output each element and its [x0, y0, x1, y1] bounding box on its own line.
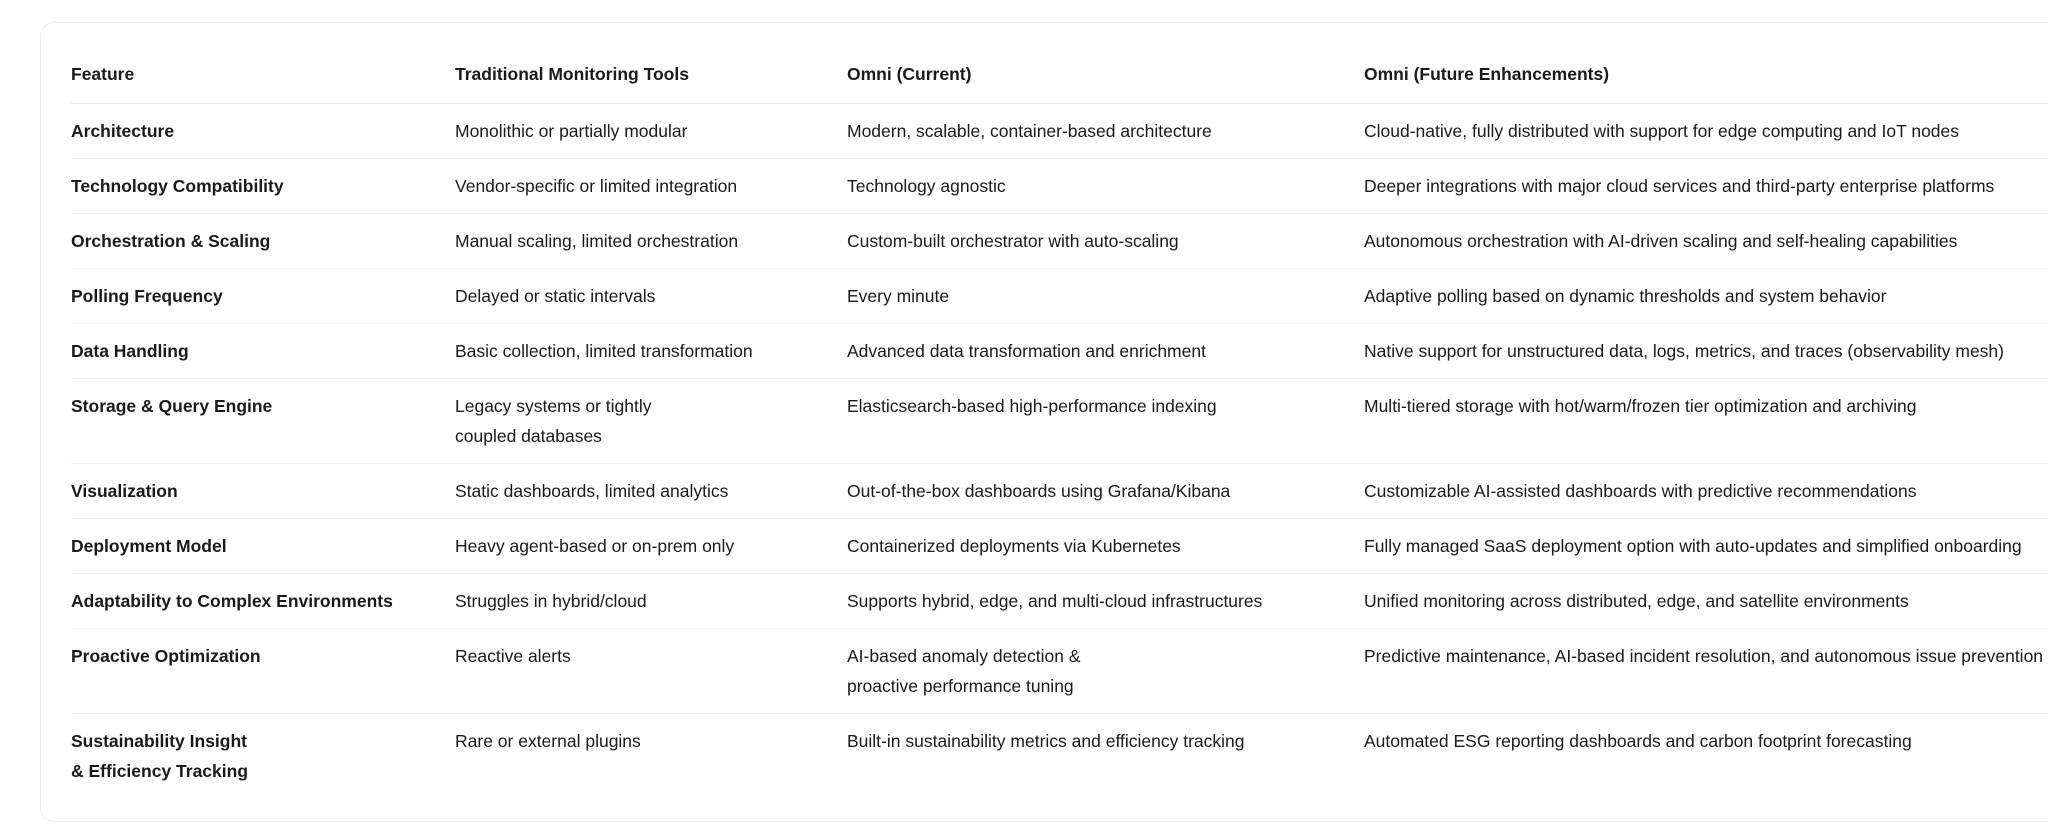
cell-traditional: Monolithic or partially modular: [455, 121, 688, 141]
cell-feature: Deployment Model: [71, 536, 227, 556]
header-traditional: Traditional Monitoring Tools: [455, 64, 689, 84]
cell-omni-future: Cloud-native, fully distributed with support for edge computing and IoT nodes: [1364, 121, 1960, 141]
cell-omni-future: Customizable AI-assisted dashboards with predictive recommendations: [1364, 481, 1917, 501]
comparison-card: [40, 22, 2048, 822]
cell-omni-future: Fully managed SaaS deployment option with auto-updates and simplified onboarding: [1364, 536, 2022, 556]
table-row: [71, 574, 2048, 629]
cell-traditional: Basic collection, limited transformation: [455, 341, 753, 361]
cell-omni-future: Automated ESG reporting dashboards and carbon footprint forecasting: [1364, 731, 1912, 751]
cell-feature: Visualization: [71, 481, 178, 501]
cell-traditional: Reactive alerts: [455, 646, 571, 666]
cell-omni-current: Built-in sustainability metrics and efficiency tracking: [847, 731, 1245, 751]
cell-omni-current: Modern, scalable, container-based architecture: [847, 121, 1212, 141]
cell-traditional: Heavy agent-based or on-prem only: [455, 536, 735, 556]
table-row: [71, 629, 2048, 714]
cell-omni-current: Technology agnostic: [847, 176, 1006, 196]
cell-omni-current: Containerized deployments via Kubernetes: [847, 536, 1181, 556]
table-row: [71, 324, 2048, 379]
cell-omni-future: Predictive maintenance, AI-based incident resolution, and autonomous issue prevention: [1364, 646, 2044, 666]
table-row: [71, 714, 2048, 798]
header-omni-current: Omni (Current): [847, 64, 972, 84]
comparison-table: [71, 45, 2048, 798]
cell-traditional: Manual scaling, limited orchestration: [455, 231, 739, 251]
cell-omni-current: Supports hybrid, edge, and multi-cloud infrastructures: [847, 591, 1263, 611]
table-row: [71, 104, 2048, 159]
cell-feature: Polling Frequency: [71, 286, 223, 306]
table-header-row: [71, 45, 2048, 104]
cell-omni-current: Out-of-the-box dashboards using Grafana/Kibana: [847, 481, 1231, 501]
cell-omni-future: Autonomous orchestration with AI-driven scaling and self-healing capabilities: [1364, 231, 1958, 251]
header-feature: Feature: [71, 64, 135, 84]
cell-omni-current: Every minute: [847, 286, 950, 306]
table-row: [71, 519, 2048, 574]
cell-traditional: Struggles in hybrid/cloud: [455, 591, 647, 611]
cell-omni-current: Elasticsearch-based high-performance indexing: [847, 396, 1217, 416]
cell-omni-future: Multi-tiered storage with hot/warm/frozen tier optimization and archiving: [1364, 396, 1917, 416]
table-row: [71, 269, 2048, 324]
cell-omni-current: AI-based anomaly detection & proactive performance tuning: [847, 646, 1081, 696]
cell-feature: Sustainability Insight & Efficiency Tracking: [71, 731, 249, 781]
cell-traditional: Legacy systems or tightly coupled databases: [455, 396, 652, 446]
cell-omni-future: Native support for unstructured data, logs, metrics, and traces (observability mesh): [1364, 341, 2004, 361]
table-row: [71, 464, 2048, 519]
cell-feature: Architecture: [71, 121, 175, 141]
cell-omni-future: Adaptive polling based on dynamic thresholds and system behavior: [1364, 286, 1887, 306]
cell-feature: Proactive Optimization: [71, 646, 261, 666]
cell-omni-current: Advanced data transformation and enrichment: [847, 341, 1206, 361]
cell-traditional: Delayed or static intervals: [455, 286, 656, 306]
cell-omni-future: Unified monitoring across distributed, edge, and satellite environments: [1364, 591, 1909, 611]
table-row: [71, 379, 2048, 464]
cell-feature: Orchestration & Scaling: [71, 231, 271, 251]
table-row: [71, 214, 2048, 269]
cell-feature: Data Handling: [71, 341, 189, 361]
cell-feature: Adaptability to Complex Environments: [71, 591, 393, 611]
cell-traditional: Vendor-specific or limited integration: [455, 176, 738, 196]
cell-feature: Storage & Query Engine: [71, 396, 273, 416]
cell-traditional: Rare or external plugins: [455, 731, 641, 751]
cell-omni-future: Deeper integrations with major cloud services and third-party enterprise platforms: [1364, 176, 1995, 196]
cell-traditional: Static dashboards, limited analytics: [455, 481, 729, 501]
table-row: [71, 159, 2048, 214]
cell-feature: Technology Compatibility: [71, 176, 284, 196]
header-omni-future: Omni (Future Enhancements): [1364, 64, 1610, 84]
cell-omni-current: Custom-built orchestrator with auto-scaling: [847, 231, 1179, 251]
